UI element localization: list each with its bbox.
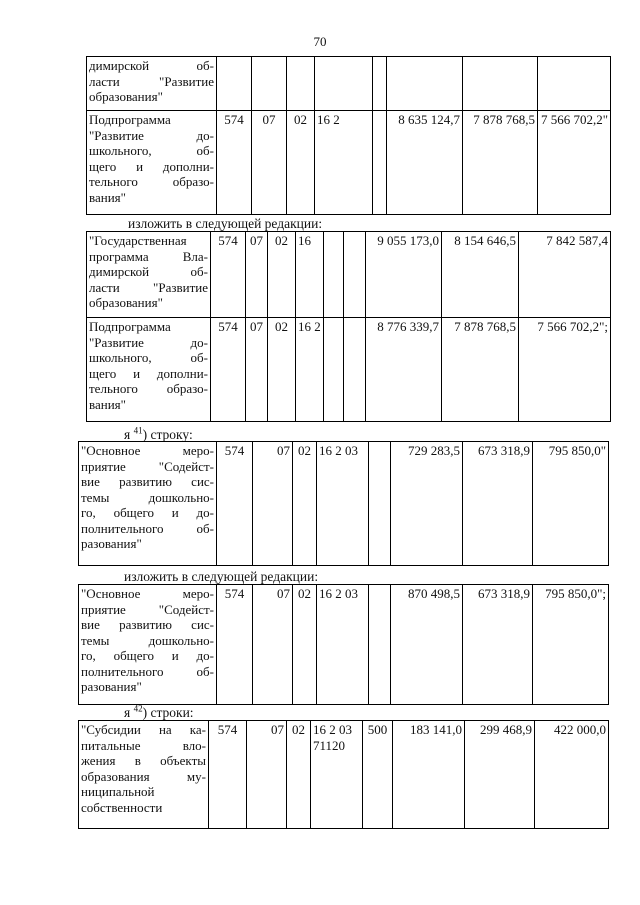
- name-line: приятие "Содейст-: [81, 458, 214, 474]
- name-line: ниципальной: [81, 784, 155, 799]
- name-line: вания": [89, 189, 126, 205]
- name-line: щего и дополни-: [89, 365, 208, 381]
- cell-section: 07: [253, 442, 293, 566]
- table-row: [79, 442, 609, 566]
- name-line: щего и дополни-: [89, 158, 214, 174]
- caption-new-edition: изложить в следующей редакции:: [128, 216, 323, 231]
- caption-prefix: я: [124, 427, 131, 442]
- table-5: [78, 720, 609, 829]
- caption-suffix: ) строку:: [142, 427, 193, 442]
- cell-amount-year-1: 870 498,5: [391, 585, 463, 705]
- row-name-cell: [87, 57, 217, 111]
- name-line: "Субсидии на ка-: [81, 722, 206, 737]
- table-row: [87, 111, 611, 215]
- table-row: [87, 232, 611, 318]
- name-line: димирской об-: [89, 58, 214, 73]
- cell-expense-type: [369, 585, 391, 705]
- name-line: темы дошкольно-: [81, 632, 214, 648]
- caption-line-reference: [124, 705, 194, 720]
- cell-expense-type: [324, 318, 344, 422]
- cell-blank: [344, 232, 366, 318]
- name-line: образования му-: [81, 768, 206, 784]
- cell-expense-type: [369, 442, 391, 566]
- cell-target-article: 16 2 03: [317, 585, 369, 705]
- cell-subsection: [287, 57, 315, 111]
- cell-amount-year-3: [538, 57, 611, 111]
- name-line: образования": [89, 89, 163, 104]
- name-line: "Государственная: [89, 233, 187, 248]
- name-line: "Основное меро-: [81, 443, 214, 458]
- row-name-cell: [79, 721, 209, 829]
- name-line: приятие "Содейст-: [81, 601, 214, 617]
- cell-section: 07: [246, 232, 268, 318]
- name-line: собственности: [81, 799, 163, 815]
- cell-amount-year-2: [463, 57, 538, 111]
- table-4: [78, 584, 609, 705]
- row-name-cell: [87, 111, 217, 215]
- table-row: [79, 721, 609, 829]
- table-1: [86, 56, 611, 215]
- name-line: димирской об-: [89, 264, 208, 279]
- cell-chapter: [217, 57, 252, 111]
- cell-chapter: 574: [211, 232, 246, 318]
- table-row: [79, 585, 609, 705]
- cell-subsection: 02: [287, 111, 315, 215]
- table-3: [78, 441, 609, 566]
- name-line: ласти "Развитие: [89, 279, 208, 295]
- cell-amount-year-3: 422 000,0: [535, 721, 609, 829]
- cell-amount-year-3: 7 566 702,2": [538, 111, 611, 215]
- cell-expense-type: [373, 111, 387, 215]
- name-line: Подпрограмма: [89, 319, 171, 334]
- cell-target-article: 16: [296, 232, 324, 318]
- caption-suffix: ) строки:: [142, 705, 194, 720]
- cell-amount-year-2: 7 878 768,5: [463, 111, 538, 215]
- cell-expense-type: [373, 57, 387, 111]
- cell-subsection: 02: [268, 232, 296, 318]
- table-row: [87, 318, 611, 422]
- name-line: темы дошкольно-: [81, 489, 214, 505]
- cell-subsection: 02: [287, 721, 311, 829]
- cell-blank: [344, 318, 366, 422]
- cell-chapter: 574: [217, 111, 252, 215]
- name-line: образования": [89, 295, 163, 310]
- cell-chapter: 574: [209, 721, 247, 829]
- name-line: го, общего и до-: [81, 505, 214, 520]
- name-line: Подпрограмма: [89, 112, 171, 127]
- cell-amount-year-2: 8 154 646,5: [442, 232, 519, 318]
- cell-expense-type: [324, 232, 344, 318]
- name-line: вания": [89, 396, 126, 412]
- cell-amount-year-1: 8 776 339,7: [366, 318, 442, 422]
- cell-amount-year-2: 673 318,9: [463, 442, 533, 566]
- cell-amount-year-1: [387, 57, 463, 111]
- row-name-cell: [87, 232, 211, 318]
- cell-amount-year-1: 729 283,5: [391, 442, 463, 566]
- cell-target-article: 16 2 03 71120: [311, 721, 363, 829]
- cell-target-article: 16 2: [296, 318, 324, 422]
- name-line: го, общего и до-: [81, 648, 214, 663]
- caption-line-reference: [124, 427, 193, 442]
- caption-prefix: я: [124, 705, 131, 720]
- name-line: тельного образо-: [89, 381, 208, 396]
- name-line: жения в объекты: [81, 753, 206, 768]
- cell-subsection: 02: [293, 585, 317, 705]
- table-row: [87, 57, 611, 111]
- cell-amount-year-2: 7 878 768,5: [442, 318, 519, 422]
- row-name-cell: [87, 318, 211, 422]
- name-line: питальные вло-: [81, 737, 206, 753]
- cell-amount-year-1: 183 141,0: [393, 721, 465, 829]
- cell-amount-year-1: 8 635 124,7: [387, 111, 463, 215]
- cell-section: 07: [252, 111, 287, 215]
- name-line: ласти "Развитие: [89, 73, 214, 89]
- cell-chapter: 574: [217, 442, 253, 566]
- cell-target-article: 16 2 03: [317, 442, 369, 566]
- name-line: разования": [81, 679, 142, 694]
- cell-section: 07: [246, 318, 268, 422]
- cell-amount-year-3: 795 850,0";: [533, 585, 609, 705]
- name-line: "Основное меро-: [81, 586, 214, 601]
- row-name-cell: [79, 442, 217, 566]
- name-line: разования": [81, 536, 142, 551]
- name-line: "Развитие до-: [89, 127, 214, 143]
- cell-amount-year-2: 673 318,9: [463, 585, 533, 705]
- name-line: школьного, об-: [89, 350, 208, 365]
- page-number: 70: [313, 34, 327, 49]
- name-line: школьного, об-: [89, 143, 214, 158]
- name-line: программа Вла-: [89, 248, 208, 264]
- name-line: "Развитие до-: [89, 334, 208, 350]
- cell-target-article: 16 2: [315, 111, 373, 215]
- name-line: полнительного об-: [81, 663, 214, 679]
- caption-new-edition: изложить в следующей редакции:: [124, 569, 319, 584]
- row-name-cell: [79, 585, 217, 705]
- name-line: полнительного об-: [81, 520, 214, 536]
- footnote-number: 42: [133, 703, 143, 714]
- name-line: вие развитию сис-: [81, 474, 214, 489]
- cell-subsection: 02: [268, 318, 296, 422]
- footnote-number: 41: [133, 425, 143, 436]
- cell-chapter: 574: [217, 585, 253, 705]
- cell-section: 07: [247, 721, 287, 829]
- cell-amount-year-2: 299 468,9: [465, 721, 535, 829]
- cell-amount-year-3: 795 850,0": [533, 442, 609, 566]
- name-line: тельного образо-: [89, 174, 214, 189]
- cell-expense-type: 500: [363, 721, 393, 829]
- cell-amount-year-3: 7 566 702,2";: [519, 318, 611, 422]
- cell-section: [252, 57, 287, 111]
- table-2: [86, 231, 611, 422]
- cell-target-article: [315, 57, 373, 111]
- cell-amount-year-3: 7 842 587,4: [519, 232, 611, 318]
- cell-chapter: 574: [211, 318, 246, 422]
- cell-section: 07: [253, 585, 293, 705]
- cell-amount-year-1: 9 055 173,0: [366, 232, 442, 318]
- cell-subsection: 02: [293, 442, 317, 566]
- name-line: вие развитию сис-: [81, 617, 214, 632]
